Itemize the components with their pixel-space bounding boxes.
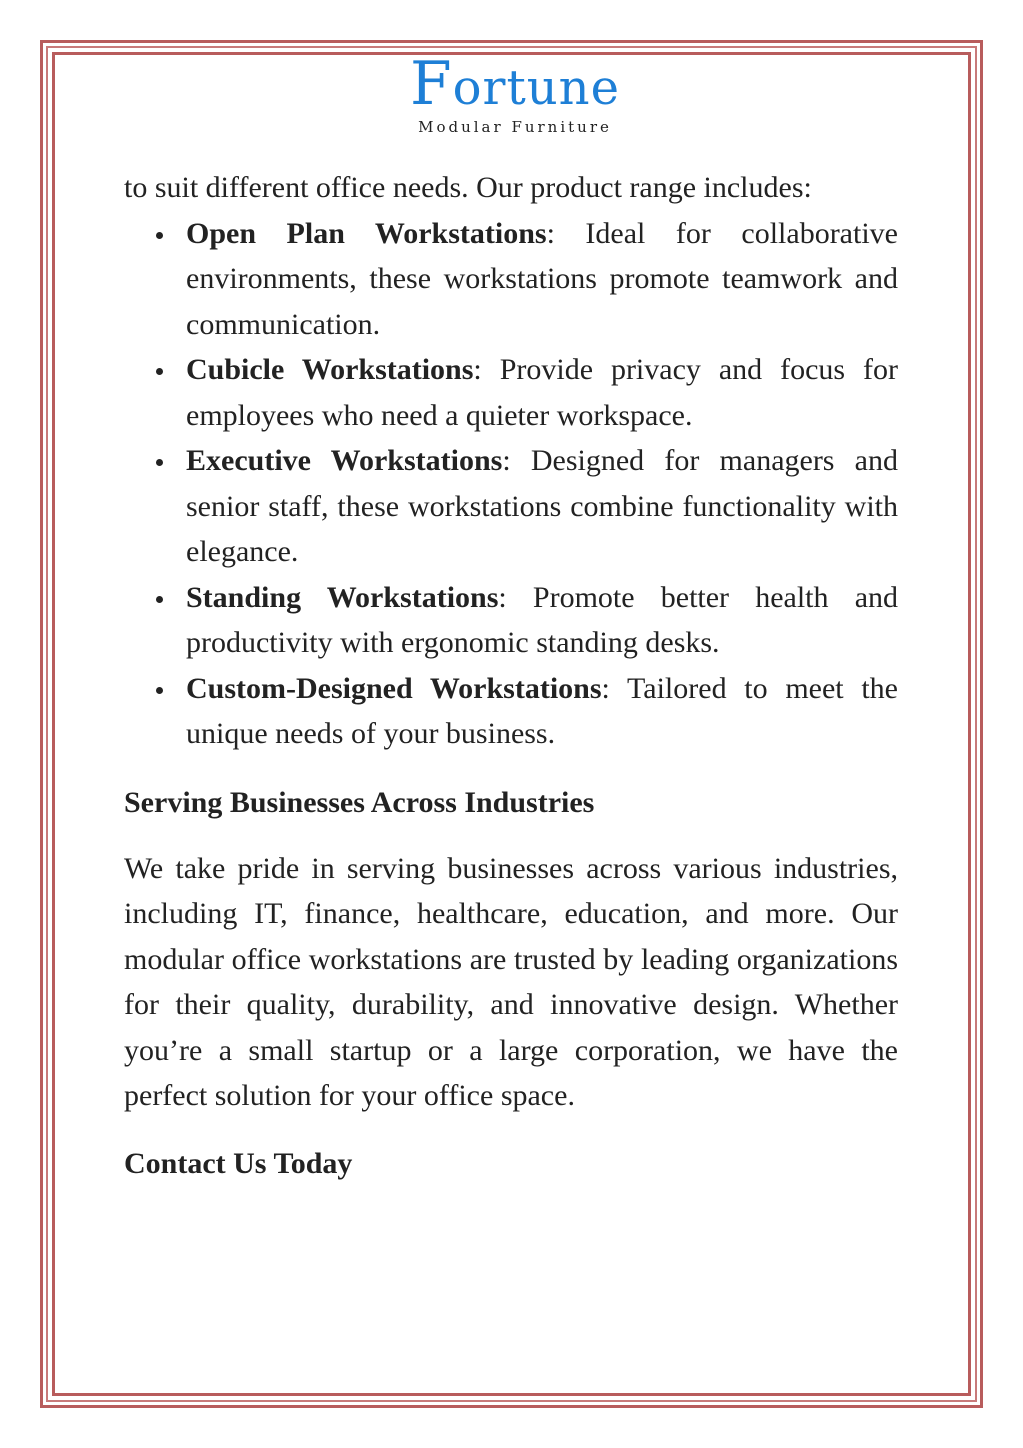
item-title: Open Plan Workstations xyxy=(186,216,547,250)
list-item xyxy=(186,666,898,757)
intro-paragraph: to suit different office needs. Our product range includes: xyxy=(124,171,812,204)
item-title: Cubicle Workstations xyxy=(186,353,474,386)
item-text: : Ideal for collaborative environments, these workstations promote teamwork and communication. xyxy=(186,216,898,341)
logo-initial: F xyxy=(409,49,453,119)
logo-wordmark xyxy=(390,49,640,119)
item-text: : Provide privacy and focus for employees who need a quieter workspace. xyxy=(186,353,898,432)
item-text: : Promote better health and productivity with ergonomic standing desks. xyxy=(186,580,899,659)
fortune-logo xyxy=(390,49,640,144)
list-item xyxy=(186,575,898,666)
item-title: Executive Workstations xyxy=(186,444,503,477)
logo-rest: ortune xyxy=(452,60,620,116)
list-item xyxy=(186,347,898,438)
item-text: : Designed for managers and senior staff, these workstations combine functionality with elegance. xyxy=(186,444,898,568)
item-text: : Tailored to meet the unique needs of your business. xyxy=(186,671,898,750)
list-item xyxy=(186,211,898,348)
contact-heading: Contact Us Today xyxy=(124,1146,353,1180)
logo-subtitle: Modular Furniture xyxy=(418,118,612,136)
serving-paragraph: We take pride in serving businesses across various industries, including IT, finance, healthcare, education, and more. Our modular office workstations are trusted by leading organizations for their quality, durability, and innovative design. Whether you’re a small startup or a large corporation, we have the perfect solution for your office space. xyxy=(124,851,898,1112)
item-title: Custom-Designed Workstations xyxy=(186,671,602,705)
item-title: Standing Workstations xyxy=(186,580,499,614)
workstation-list xyxy=(124,211,898,757)
document-body xyxy=(124,165,898,1186)
list-item xyxy=(186,438,898,575)
serving-heading: Serving Businesses Across Industries xyxy=(124,785,595,819)
